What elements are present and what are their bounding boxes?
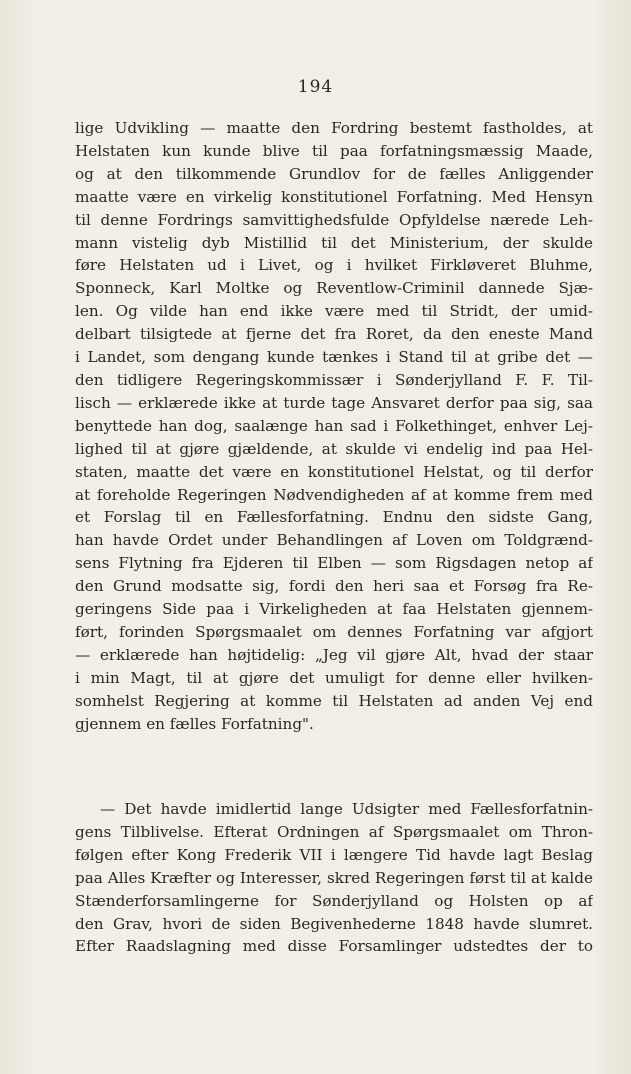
text-line: i Landet, som dengang kunde tænkes i Stand til at gribe det — — [75, 348, 593, 367]
text-line: gjennem en fælles Forfatning". — [75, 714, 314, 733]
text-line: — Det havde imidlertid lange Udsigter med Fællesforfatnin- — [100, 800, 593, 818]
text-line: staten, maatte det være en konstitutionel Helstat, og til derfor — [75, 462, 593, 481]
text-line: ført, forinden Spørgsmaalet om dennes Forfatning var afgjort — [75, 622, 593, 641]
text-line: lisch — erklærede ikke at turde tage Ansvaret derfor paa sig, saa — [75, 393, 593, 412]
text-line: til denne Fordrings samvittighedsfulde Opfyldelse nærede Leh- — [75, 210, 593, 229]
text-line: et Forslag til en Fællesforfatning. Endnu den sidste Gang, — [75, 508, 593, 527]
text-line: len. Og vilde han end ikke være med til Stridt, der umid- — [75, 302, 593, 321]
paragraph-2 — [75, 798, 593, 958]
text-line: benyttede han dog, saalænge han sad i Folkethinget, enhver Lej- — [75, 416, 593, 435]
text-line: den Grund modsatte sig, fordi den heri saa et Forsøg fra Re- — [75, 577, 593, 596]
text-line: han havde Ordet under Behandlingen af Loven om Toldgrænd- — [75, 531, 593, 550]
text-line: lighed til at gjøre gjældende, at skulde vi endelig ind paa Hel- — [75, 439, 593, 458]
text-line: geringens Side paa i Virkeligheden at faa Helstaten gjennem- — [75, 600, 593, 619]
text-line: i min Magt, til at gjøre det umuligt for denne eller hvilken- — [75, 668, 593, 687]
text-line: — erklærede han højtidelig: „Jeg vil gjøre Alt, hvad der staar — [75, 645, 593, 664]
text-line: gens Tilblivelse. Efterat Ordningen af Spørgsmaalet om Thron- — [75, 822, 593, 841]
text-line: maatte være en virkelig konstitutionel Forfatning. Med Hensyn — [75, 187, 593, 206]
text-line: somhelst Regjering at komme til Helstaten ad anden Vej end — [75, 691, 593, 710]
text-line: lige Udvikling — maatte den Fordring bestemt fastholdes, at — [75, 119, 593, 137]
text-line: Sponneck, Karl Moltke og Reventlow-Criminil dannede Sjæ- — [75, 279, 593, 298]
text-line: mann vistelig dyb Mistillid til det Ministerium, der skulde — [75, 233, 593, 252]
text-line: Helstaten kun kunde blive til paa forfatningsmæssig Maade, — [75, 141, 593, 160]
text-line: paa Alles Kræfter og Interesser, skred Regeringen først til at kalde — [75, 868, 593, 887]
text-line: at foreholde Regeringen Nødvendigheden af at komme frem med — [75, 485, 593, 504]
text-line: sens Flytning fra Ejderen til Elben — som Rigsdagen netop af — [75, 554, 593, 573]
page-number: 194 — [297, 77, 334, 97]
paragraph-1 — [75, 117, 593, 735]
text-line: Stænderforsamlingerne for Sønderjylland og Holsten op af — [75, 891, 593, 910]
text-line: Efter Raadslagning med disse Forsamlinger udstedtes der to — [75, 937, 593, 956]
text-line: den Grav, hvori de siden Begivenhederne 1848 havde slumret. — [75, 914, 593, 933]
text-line: den tidligere Regeringskommissær i Sønderjylland F. F. Til- — [75, 370, 593, 389]
text-line: følgen efter Kong Frederik VII i længere Tid havde lagt Beslag — [75, 845, 593, 864]
text-line: og at den tilkommende Grundlov for de fælles Anliggender — [75, 164, 593, 183]
text-line: føre Helstaten ud i Livet, og i hvilket Firkløveret Bluhme, — [75, 256, 593, 275]
text-line: delbart tilsigtede at fjerne det fra Roret, da den eneste Mand — [75, 325, 593, 344]
